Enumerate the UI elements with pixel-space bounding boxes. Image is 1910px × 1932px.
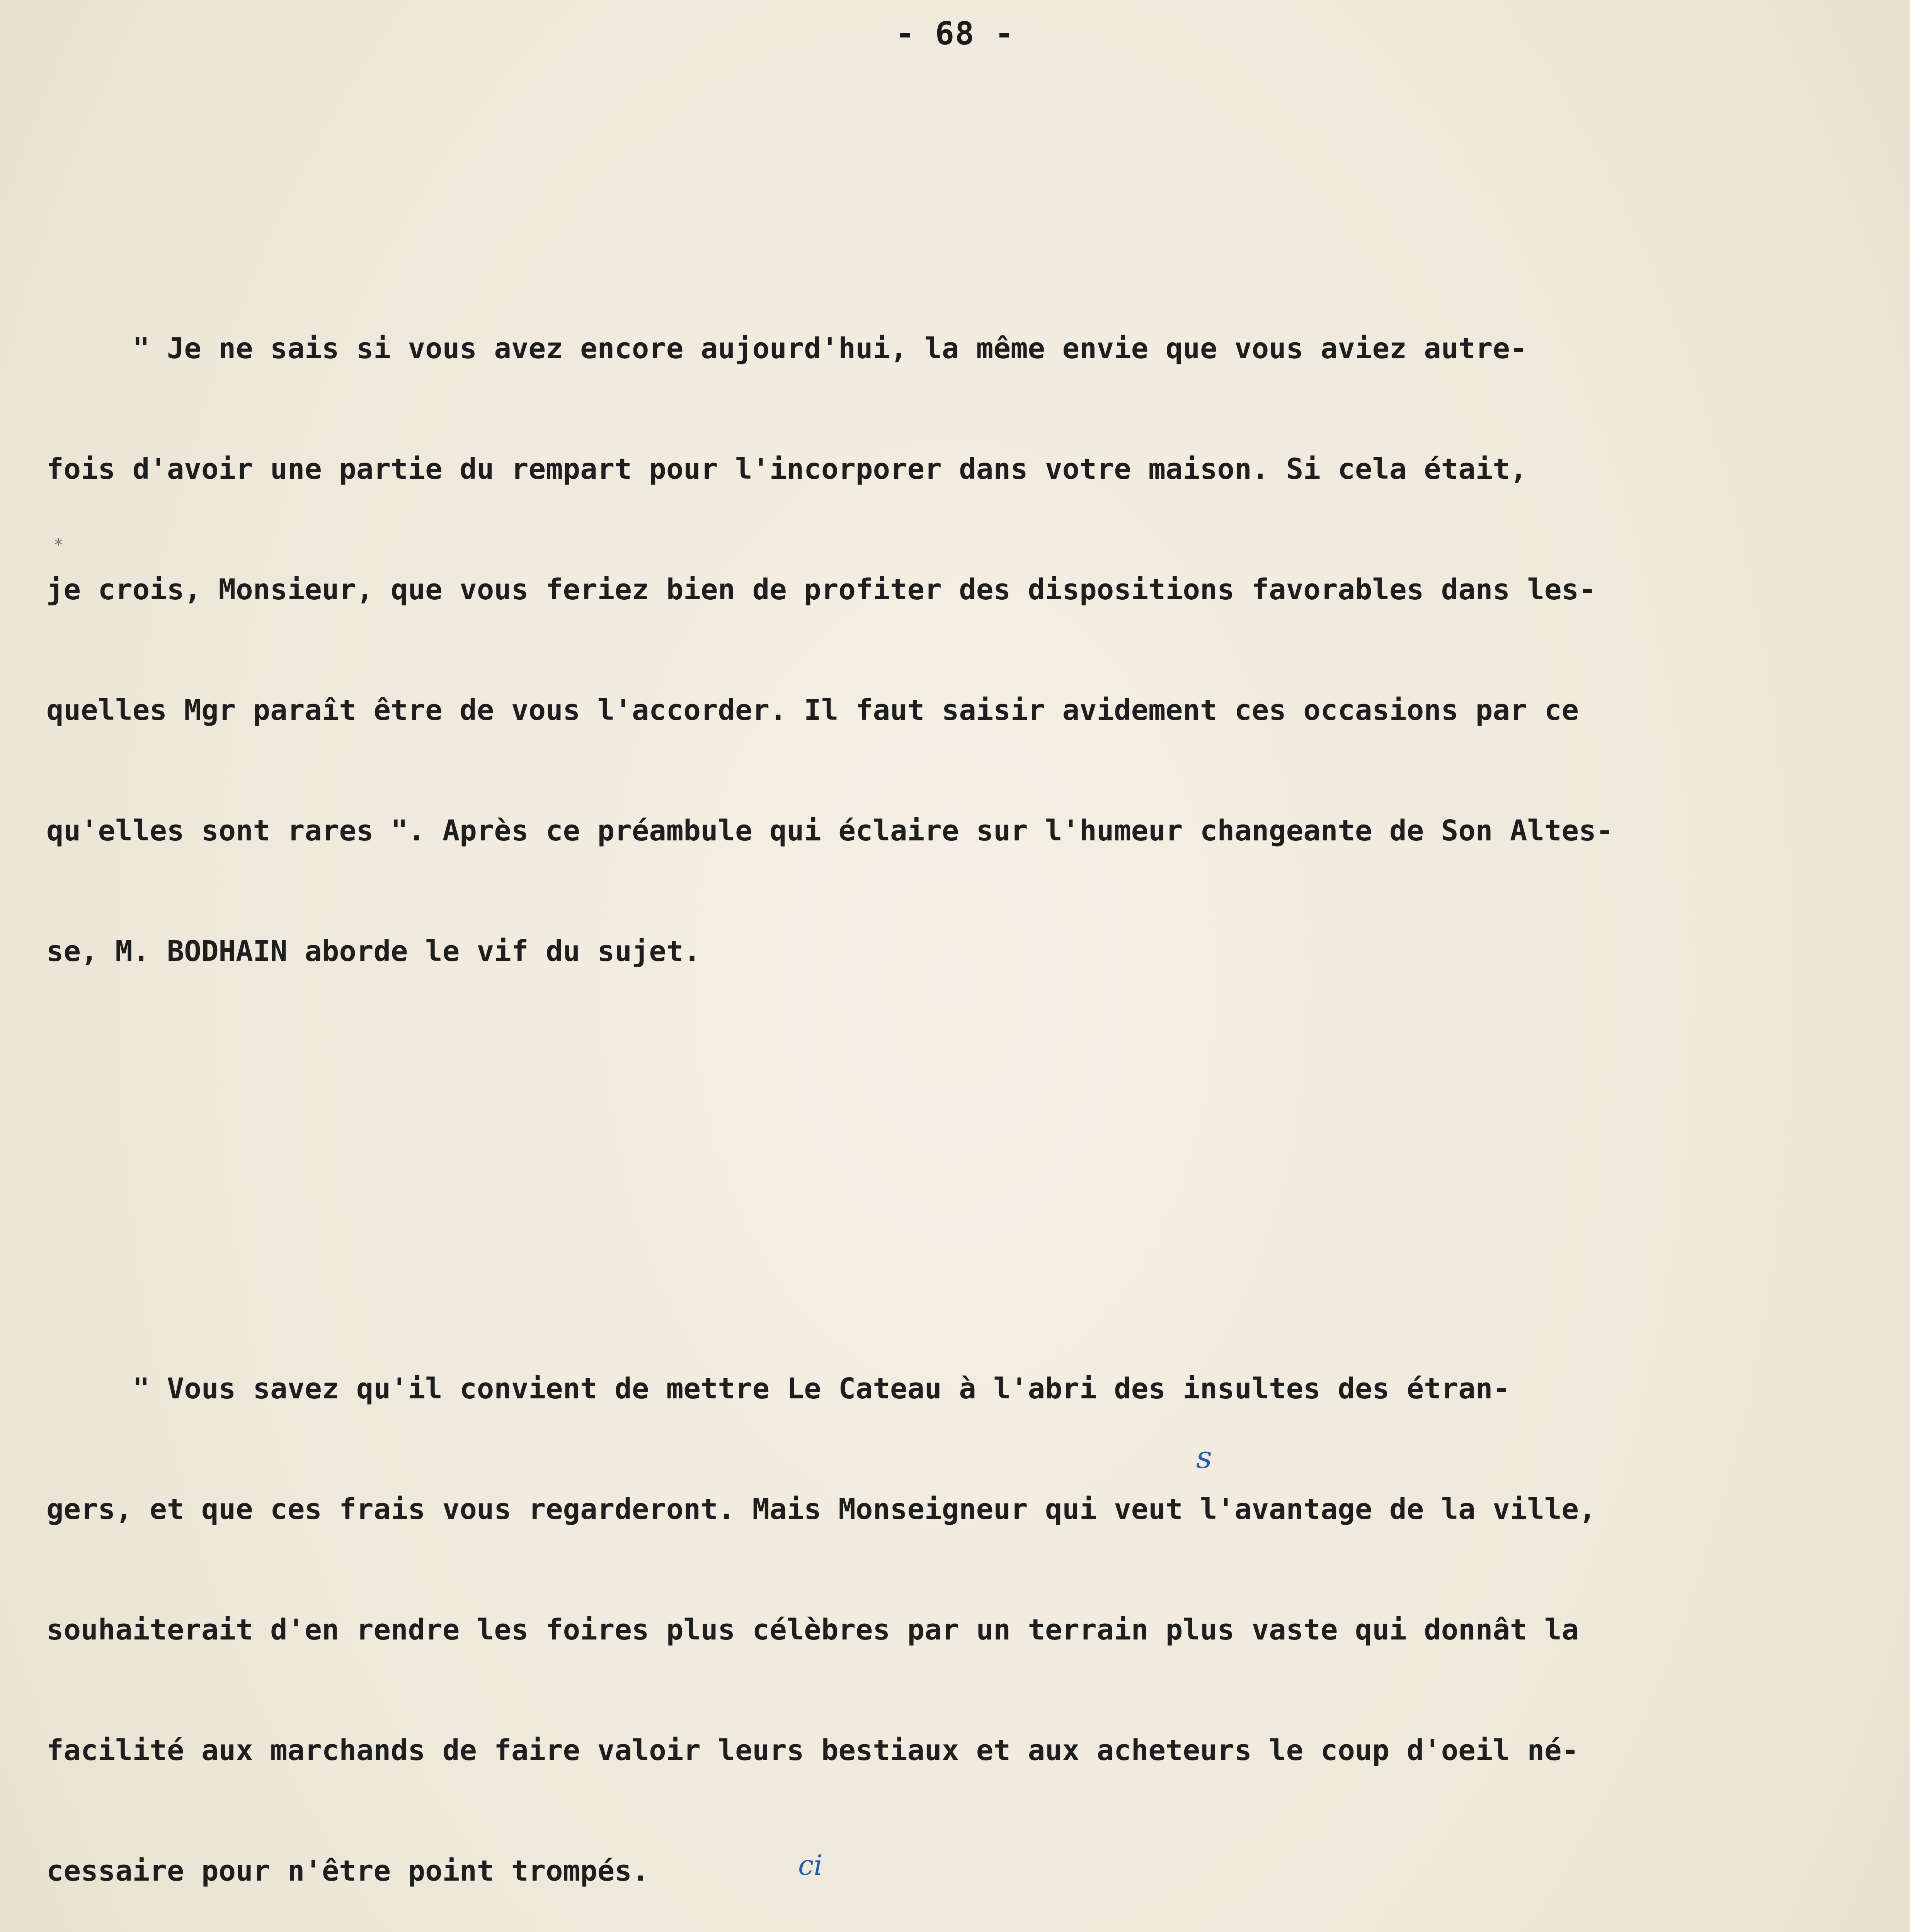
page-number: - 68 - xyxy=(895,15,1015,52)
text-line: cessaire pour n'être point trompés. xyxy=(46,1854,649,1888)
text-line: souhaiterait d'en rendre les foires plus célèbres par un terrain plus vaste qui donnât la xyxy=(46,1613,1579,1646)
text-line: quelles Mgr paraît être de vous l'accorder. Il faut saisir avidement ces occasions par ce xyxy=(46,694,1579,727)
text-line: gers, et que ces frais vous regarderont. Mais Monseigneur qui veut l'avantage de la ville, xyxy=(46,1493,1596,1526)
text-line: je crois, Monsieur, que vous feriez bien de profiter des dispositions favorables dans les- xyxy=(46,573,1596,606)
handwritten-correction: s xyxy=(1196,1439,1212,1475)
text-line: facilité aux marchands de faire valoir leurs bestiaux et aux acheteurs le coup d'oeil né- xyxy=(46,1734,1579,1767)
text-line: se, M. BODHAIN aborde le vif du sujet. xyxy=(46,935,701,968)
text-line: fois d'avoir une partie du rempart pour l'incorporer dans votre maison. Si cela était, xyxy=(46,452,1527,486)
margin-mark: * xyxy=(54,535,63,555)
paragraph xyxy=(46,248,1871,1052)
document-body xyxy=(46,128,1871,1932)
text-line: " Vous savez qu'il convient de mettre Le Cateau à l'abri des insultes des étran- xyxy=(46,1372,1510,1405)
handwritten-correction: ci xyxy=(798,1849,823,1881)
text-line: qu'elles sont rares ". Après ce préambule qui éclaire sur l'humeur changeante de Son Altes- xyxy=(46,814,1614,847)
paragraph xyxy=(46,1288,1871,1932)
text-line: " Je ne sais si vous avez encore aujourd'hui, la même envie que vous aviez autre- xyxy=(46,332,1527,365)
